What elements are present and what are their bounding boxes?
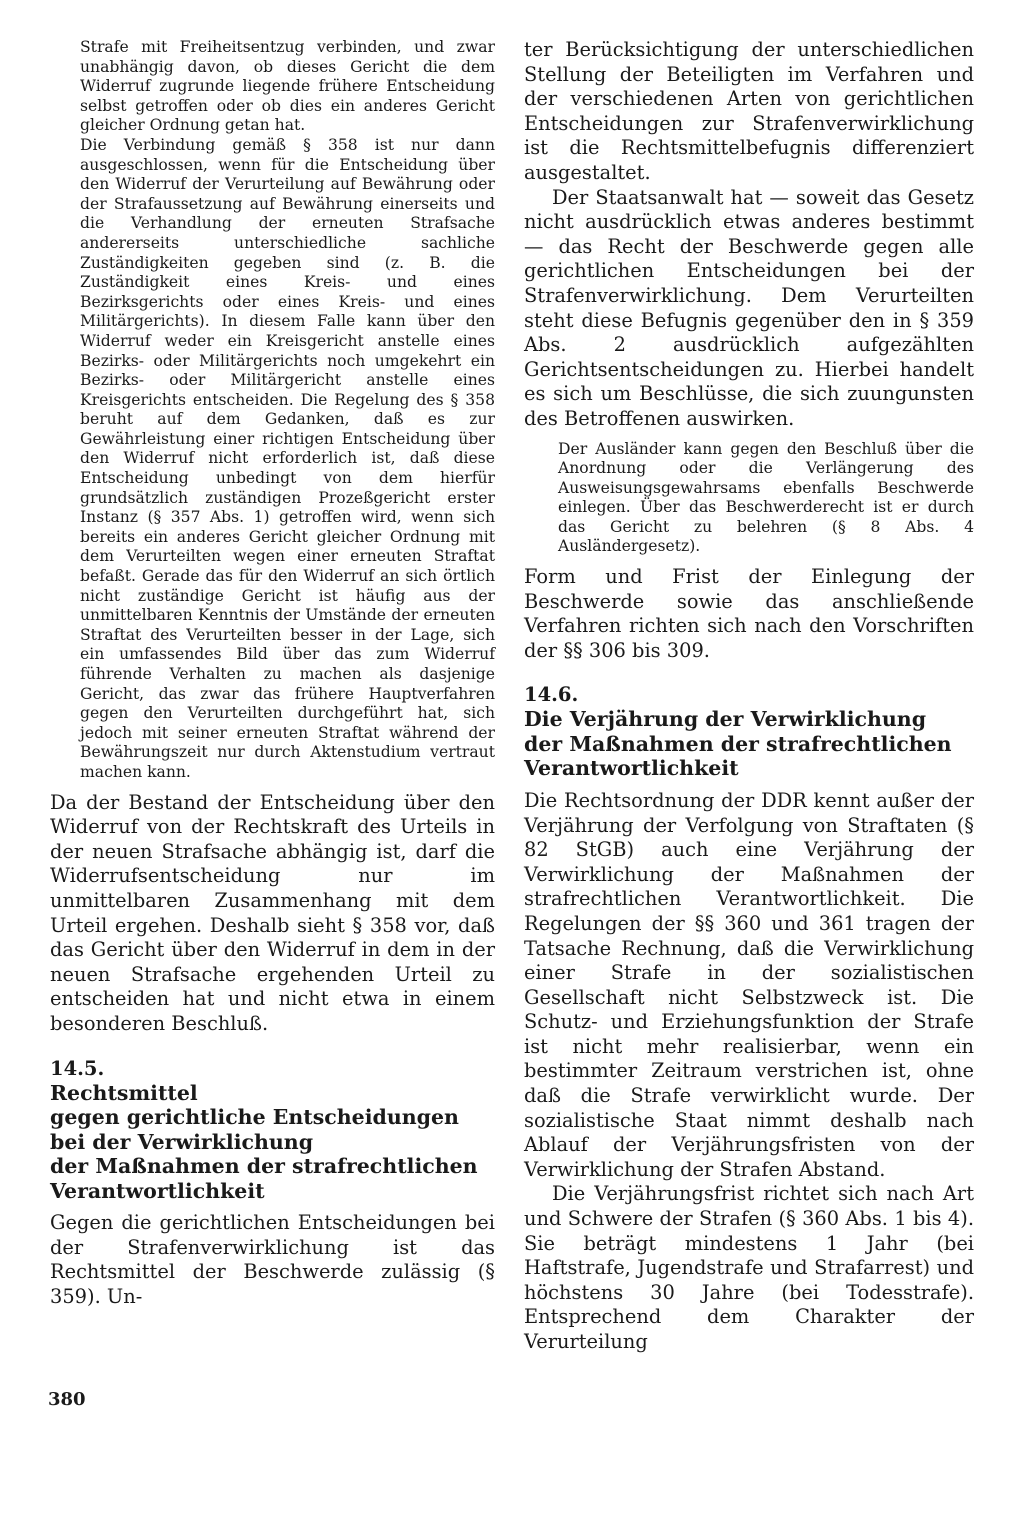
right-column xyxy=(524,38,974,1355)
section-title-line: Verantwortlichkeit xyxy=(50,1178,265,1203)
page-number: 380 xyxy=(48,1389,86,1410)
small-paragraph-2: Die Verbindung gemäß § 358 ist nur dann ausgeschlossen, wenn für die Entscheidung über den Widerruf der Verurteilung auf Bewährung oder der Strafaussetzung auf Bewährung einerseits und die Verhandlung der erneuten Strafsache andererseits unterschiedliche sachliche Zuständigkeiten gegeben sind (z. B. die Zuständigkeit eines Kreis- und eines Bezirksgerichts oder eines Kreis- und eines Militärgerichts). In diesem Falle kann über den Widerruf weder ein Kreisgericht anstelle eines Bezirks- oder Militärgerichts noch umgekehrt ein Bezirks- oder Militärgericht anstelle eines Kreisgerichts entscheiden. Die Regelung des § 358 beruht auf dem Gedanken, daß es zur Gewährleistung einer richtigen Entscheidung über den Widerruf nicht erforderlich ist, daß diese Entscheidung unbedingt von dem hierfür grundsätzlich zuständigen Prozeßgericht erster Instanz (§ 357 Abs. 1) getroffen wird, wenn sich bereits ein anderes Gericht gleicher Ordnung mit dem Verurteilten wegen einer erneuten Straftat befaßt. Gerade das für den Widerruf an sich örtlich nicht zuständige Gericht ist häufig aus der unmittelbaren Kenntnis der Umstände der erneuten Straftat des Verurteilten besser in der Lage, sich ein umfassendes Bild über das zum Widerruf führende Verhalten zu machen als dasjenige Gericht, das zwar das frühere Hauptverfahren gegen den Verurteilten durchgeführt hat, sich jedoch mit seiner erneuten Straftat während der Bewährungszeit nur durch Aktenstudium vertraut machen kann. xyxy=(80,135,495,781)
section-heading-14-6 xyxy=(524,683,974,781)
section-title-line: der Maßnahmen der strafrechtlichen xyxy=(524,731,952,756)
section-heading-14-5 xyxy=(50,1057,495,1204)
section-title-line: der Maßnahmen der strafrechtlichen xyxy=(50,1154,478,1178)
right-body-text-1 xyxy=(524,38,974,432)
closing-paragraph: Gegen die gerichtlichen Entscheidungen bei der Strafenverwirklichung ist das Rechtsmittel der Beschwerde zulässig (§ 359). Un- xyxy=(50,1211,495,1308)
body-paragraph: Da der Bestand der Entscheidung über den Widerruf von der Rechtskraft des Urteils in der neuen Strafsache abhängig ist, darf die Widerrufsentscheidung nur im unmittelbaren Zusammenhang mit dem Urteil ergehen. Deshalb sieht § 358 vor, daß das Gericht über den Widerruf in dem in der neuen Strafsache ergehenden Urteil zu entscheiden hat und nicht etwa in einem besonderen Beschluß. xyxy=(50,790,495,1035)
paragraph-3: Form und Frist der Einlegung der Beschwerde sowie das anschließende Verfahren richten sich nach den Vorschriften der §§ 306 bis 309. xyxy=(524,565,974,662)
left-body-text xyxy=(50,791,495,1037)
section-number: 14.5. xyxy=(50,1056,105,1080)
left-closing-text xyxy=(50,1211,495,1309)
left-column xyxy=(50,38,495,1309)
right-body-text-3 xyxy=(524,789,974,1355)
right-body-text-2 xyxy=(524,565,974,663)
paragraph-5: Die Verjährungsfrist richtet sich nach Art und Schwere der Strafen (§ 360 Abs. 1 bis 4). Sie beträgt mindestens 1 Jahr (bei Haftstrafe, Jugendstrafe und Strafarrest) und höchstens 30 Jahre (bei Todesstrafe). Entsprechend dem Charakter der Verurteilung xyxy=(524,1182,974,1353)
section-title-line: Rechtsmittel xyxy=(50,1080,198,1105)
paragraph-1: ter Berücksichtigung der unterschiedlichen Stellung der Beteiligten im Verfahren und der verschiedenen Arten von gerichtlichen Entscheidungen zur Strafenverwirklichung ist die Rechtsmittelbefugnis differenziert ausgestaltet. xyxy=(524,38,974,184)
paragraph-2: Der Staatsanwalt hat — soweit das Gesetz nicht ausdrücklich etwas anderes bestimmt — das Recht der Beschwerde gegen alle gerichtlichen Entscheidungen bei der Strafenverwirklichung. Dem Verurteilten steht diese Befugnis gegenüber den in § 359 Abs. 2 ausdrücklich aufgezählten Gerichtsentscheidungen zu. Hierbei handelt es sich um Beschlüsse, die sich zuungunsten des Betroffenen auswirken. xyxy=(524,185,974,430)
note-paragraph: Der Ausländer kann gegen den Beschluß über die Anordnung oder die Verlängerung des Ausweisungsgewahrsams ebenfalls Beschwerde einlegen. Über das Beschwerderecht ist er durch das Gericht zu belehren (§ 8 Abs. 4 Ausländergesetz). xyxy=(558,439,974,556)
section-title-line: gegen gerichtliche Entscheidungen xyxy=(50,1105,459,1129)
small-paragraph-1: Strafe mit Freiheitsentzug verbinden, und zwar unabhängig davon, ob dieses Gericht die dem Widerruf zugrunde liegende frühere Entscheidung selbst getroffen oder ob dies ein anderes Gericht gleicher Ordnung getan hat. xyxy=(80,38,495,135)
section-title-line: Die Verjährung der Verwirklichung xyxy=(524,707,927,732)
note-block xyxy=(558,440,974,558)
section-title-line: Verantwortlichkeit xyxy=(524,756,739,781)
section-title-line: bei der Verwirklichung xyxy=(50,1129,314,1154)
section-number: 14.6. xyxy=(524,683,579,707)
paragraph-4: Die Rechtsordnung der DDR kennt außer der Verjährung der Verfolgung von Straftaten (§ 82 StGB) auch eine Verjährung der Verwirklichung der Maßnahmen der strafrechtlichen Verantwortlichkeit. Die Regelungen der §§ 360 und 361 tragen der Tatsache Rechnung, daß die Verwirklichung einer Strafe in der sozialistischen Gesellschaft nicht Selbstzweck ist. Die Schutz- und Erziehungsfunktion der Strafe ist nicht mehr realisierbar, wenn ein bestimmter Zeitraum verstrichen ist, ohne daß die Strafe verwirklicht wurde. Der sozialistische Staat nimmt deshalb nach Ablauf der Verjährungsfristen von der Verwirklichung der Strafen Abstand. xyxy=(524,788,974,1181)
left-small-print xyxy=(80,38,495,783)
